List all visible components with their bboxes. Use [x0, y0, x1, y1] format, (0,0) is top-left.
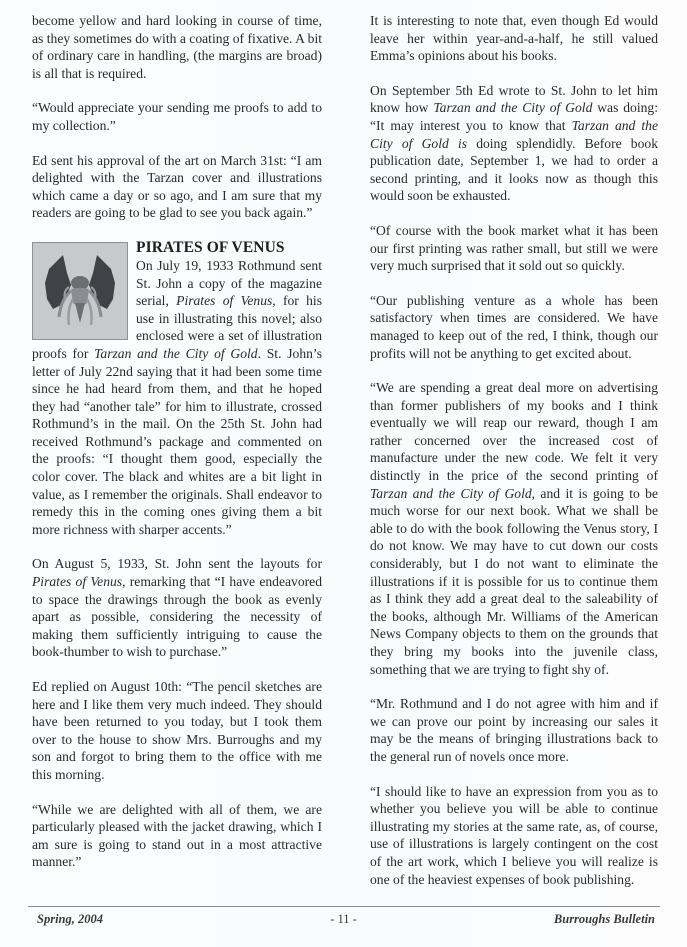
text-run: , and it is going to be much worse for our next book. What we shall be able to do with the book following the Venus story, I do not know. We may have to cut down our costs considerably, but I do not want to eliminate the illustrations if it is possible for us to continue them as I think they add a great deal to the saleability of the books, although Mr. Williams of the American News Company objects to them on the grounds that they bring my books into the juvenile class, something that we are trying to fight shy of. — [370, 485, 658, 677]
paragraph: “Mr. Rothmund and I do not agree with him and if we can prove our point by increasing our sales it may be the means of bringing illustrations back to the general run of novels once more. — [370, 696, 658, 764]
text-run: doing splendidly. Before book publication date, September 1, we had to order a second printing, and it looks now as though this would soon be exhausted. — [370, 135, 658, 204]
text-run: “We are spending a great deal more on advertising than former publishers of my books and I think eventually we will reap our reward, though I am rather concerned over the increased cost of manufacture under the new code. We felt it very distinctly in the price of the second printing of — [370, 380, 658, 484]
text-run: . St. John’s letter of July 22nd saying that it had been some time since he had heard from them, and that he hoped they had “another tale” for him to illustrate, crossed Rothmund’s in the mail. On the 25th St. John had received Rothmund’s package and commented on the proofs: “I thought them good, especially the color cover. The black and whites are a bit light in value, as I remember the originals. Shall endeavor to remedy this in the coming ones giving them a bit more richness with sharper accents.” — [32, 345, 322, 537]
text-run: On September 5th Ed wrote to St. John to let him know how — [370, 82, 658, 116]
paragraph: “Our publishing venture as a whole has been satisfactory when times are considered. We have managed to keep out of the red, I think, though our profits will not be anything to get excited about. — [370, 292, 658, 361]
text-run: On August 5, 1933, St. John sent the layouts for — [32, 556, 322, 572]
paragraph — [32, 555, 322, 661]
text-run: On July 19, 1933 Rothmund sent St. John a copy of the magazine serial, — [136, 257, 322, 309]
paragraph — [370, 82, 658, 205]
paragraph — [370, 379, 658, 678]
paragraph: “I should like to have an expression from you as to whether you believe you will be able to continue illustrating my stories at the same rate, as, of course, use of illustrations is largely contingent on the cost of the art work, which I believe you will realize is one of the heaviest expenses of book publishing. — [370, 783, 658, 887]
book-title: Pirates of Venus — [32, 574, 123, 590]
book-title: Tarzan and the City of Gold — [433, 100, 593, 116]
paragraph: Ed replied on August 10th: “The pencil sketches are here and I like them very much indeed. They should have been returned to you today, but I took them over to the house to show Mrs. Burroughs and my son and forgot to bring them to the office with me this morning. — [32, 679, 322, 782]
text-run: , remarking that “I have endeavored to space the drawings through the book as evenly apart as possible, considering the necessity of making them sufficiently intriguing to cause the book-thumber to wish to purchase.” — [32, 574, 322, 660]
footer-page-number: - 11 - — [330, 912, 357, 926]
paragraph: Ed sent his approval of the art on March 31st: “I am delighted with the Tarzan cover and illustrations which came a day or so ago, and I am sure that my readers are going to be glad to see you back again.” — [32, 152, 322, 221]
paragraph: “Of course with the book market what it has been our first printing was rather small, but still we were very much surprised that it sold out so quickly. — [370, 222, 658, 274]
paragraph: “Would appreciate your sending me proofs to add to my collection.” — [32, 100, 322, 133]
footer-divider — [28, 906, 660, 907]
winged-creature-icon — [32, 242, 128, 340]
left-column — [32, 12, 322, 888]
right-column — [370, 12, 658, 905]
paragraph: It is interesting to note that, even though Ed would leave her within year-and-a-half, he still valued Emma’s opinions about his books. — [370, 13, 658, 64]
book-title: Pirates of Venus — [176, 293, 273, 309]
book-title: Tarzan and the City of Gold is — [370, 117, 658, 151]
footer-publication: Burroughs Bulletin — [553, 912, 655, 926]
section-title: PIRATES OF VENUS — [136, 238, 285, 256]
pirates-of-venus-section — [32, 239, 322, 871]
text-run: , for his use in illustrating this novel; also enclosed were a set of illustration proofs for — [32, 293, 322, 361]
footer-issue: Spring, 2004 — [37, 912, 103, 926]
book-title: Tarzan and the City of Gold — [370, 485, 532, 501]
paragraph: become yellow and hard looking in course of time, as they sometimes do with a coating of fixative. A bit of ordinary care in handling, (the margins are broad) is all that is required. — [32, 13, 322, 81]
text-run: was doing: “It may interest you to know that — [370, 100, 658, 133]
paragraph: “While we are delighted with all of them, we are particularly pleased with the jacket drawing, which I am sure is going to stand out in a most attractive manner.” — [32, 801, 322, 870]
book-title: Tarzan and the City of Gold — [94, 345, 258, 361]
